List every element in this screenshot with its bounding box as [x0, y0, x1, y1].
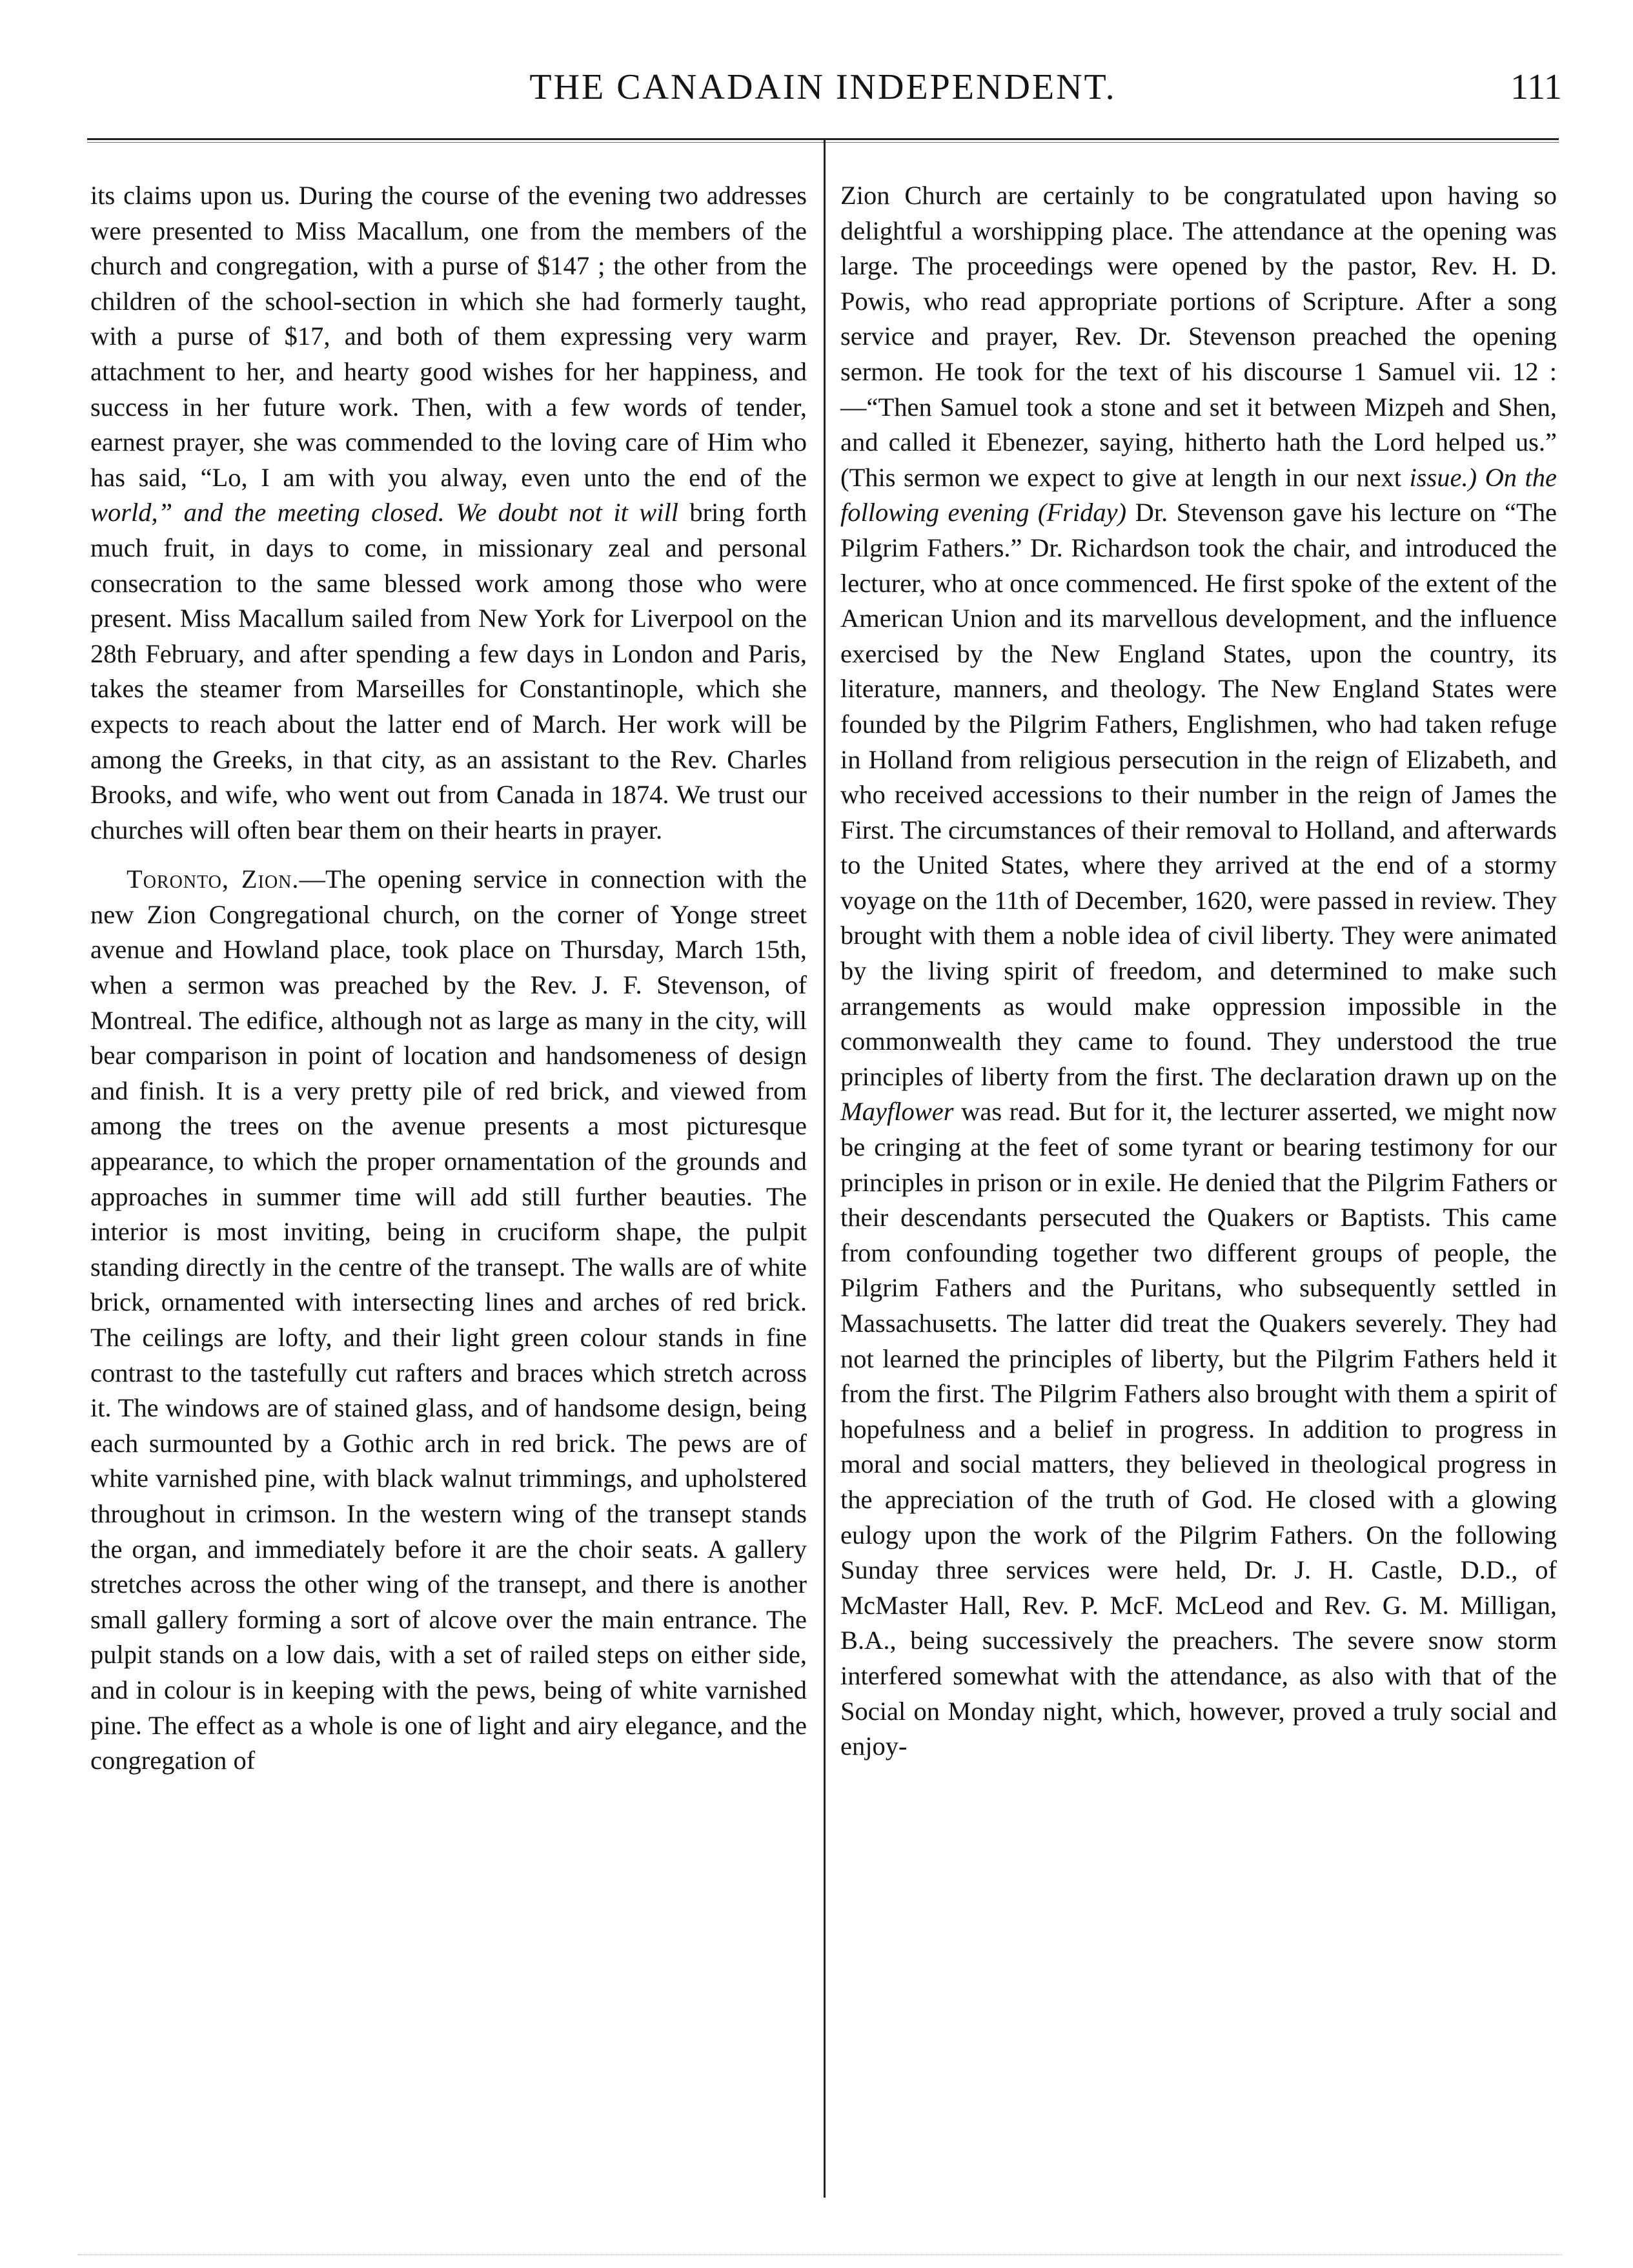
zion-church-text: —The opening service in connection with the new Zion Congregational church, on the corner of Yonge street avenue and Howland place, took place on Thursday, March 15th, when a sermon was preached by the Rev. J. F. Stevenson, of Montreal. The edifice, although not as large as many in the city, will bear comparison in point of location and handsomeness of design and finish. It is a very pretty pile of red brick, and viewed from among the trees on the avenue presents a most picturesque appearance, to which the proper ornamentation of the grounds and approaches in summer time will add still further beauties. The interior is most inviting, being in cruciform shape, the pulpit standing directly in the centre of the transept. The walls are of white brick, ornamented with intersecting lines and arches of red brick. The ceilings are lofty, and their light green colour stands in fine contrast to the tastefully cut rafters and braces which stretch across it. The windows are of stained glass, and of handsome design, being each surmounted by a Gothic arch in red brick. The pews are of white varnished pine, with black walnut trimmings, and upholstered throughout in crimson. In the western wing of the transept stands the organ, and immediately before it are the choir seats. A gallery stretches across the other wing of the transept, and there is another small gallery forming a sort of alcove over the main entrance. The pulpit stands on a low dais, with a set of railed steps on either side, and in colour is in keeping with the pews, being of white varnished pine. The effect as a whole is one of light and airy elegance, and the congregation of — [90, 864, 807, 1775]
lecture-text-italic: issue.) On the following evening (Friday) — [840, 462, 1557, 527]
lecture-paragraph — [840, 178, 1557, 1764]
header-rule-thin — [87, 142, 1559, 143]
zion-church-paragraph — [90, 862, 807, 1778]
lecture-text-middle: Dr. Stevenson gave his lecture on “The Pilgrim Fathers.” Dr. Richardson took the chair, and introduced the lecturer, who at once commenced. He first spoke of the extent of the American Union and its marvellous development, and the influence exercised by the New England States, upon the country, its literature, manners, and theology. The New England States were founded by the Pilgrim Fathers, Englishmen, who had taken refuge in Holland from religious persecution in the reign of Elizabeth, and who received accessions to their number in the reign of James the First. The circumstances of their removal to Holland, and afterwards to the United States, where they arrived at the end of a stormy voyage on the 11th of December, 1620, were passed in review. They brought with them a noble idea of civil liberty. They were animated by the living spirit of freedom, and determined to make such arrangements as would make oppression impossible in the commonwealth they came to found. They understood the true principles of liberty from the first. The declaration drawn up on the — [840, 498, 1557, 1091]
footer-rule — [77, 2254, 1562, 2255]
missionary-text-end: bring forth much fruit, in days to come, in missionary zeal and personal consecration to the same blessed work among those who were present. Miss Macallum sailed from New York for Liverpool on the 28th February, and after spending a few days in London and Paris, takes the steamer from Marseilles for Constantinople, which she expects to reach about the latter end of March. Her work will be among the Greeks, in that city, as an assistant to the Rev. Charles Brooks, and wife, who went out from Canada in 1874. We trust our churches will often bear them on their hearts in prayer. — [90, 498, 807, 844]
running-head — [84, 58, 1562, 116]
left-column — [90, 178, 807, 1779]
ship-name: Mayflower — [840, 1097, 954, 1127]
missionary-paragraph — [90, 178, 807, 848]
lecture-text-start: Zion Church are certainly to be congratulated upon having so delightful a worshipping place. The attendance at the opening was large. The proceedings were opened by the pastor, Rev. H. D. Powis, who read appropriate portions of Scripture. After a song service and prayer, Rev. Dr. Stevenson preached the opening sermon. He took for the text of his discourse 1 Samuel vii. 12 :—“Then Samuel took a stone and set it between Mizpeh and Shen, and called it Ebenezer, saying, hitherto hath the Lord helped us.” (This sermon we expect to give at length in our next — [840, 181, 1557, 492]
missionary-text-italic: world,” and the meeting closed. We doubt not it will — [90, 498, 678, 527]
column-divider — [824, 138, 826, 2198]
publication-title: THE CANADAIN INDEPENDENT. — [529, 67, 1117, 107]
right-column — [840, 178, 1557, 1764]
missionary-text-start: its claims upon us. During the course of the evening two addresses were presented to Miss Macallum, one from the members of the church and congregation, with a purse of $147 ; the other from the children of the school-section in which she had formerly taught, with a purse of $17, and both of them expressing very warm attachment to her, and hearty good wishes for her happiness, and success in her future work. Then, with a few words of tender, earnest prayer, she was commended to the loving care of Him who has said, “Lo, I am with you alway, even unto the end of the — [90, 181, 807, 492]
section-heading: Toronto, Zion. — [127, 864, 299, 894]
page-number: 111 — [1510, 67, 1562, 107]
header-rule — [87, 138, 1559, 140]
lecture-text-end: was read. But for it, the lecturer asserted, we might now be cringing at the feet of some tyrant or bearing testimony for our principles in prison or in exile. He denied that the Pilgrim Fathers or their descendants persecuted the Quakers or Baptists. This came from confounding together two different groups of people, the Pilgrim Fathers and the Puritans, who subsequently settled in Massachusetts. The latter did treat the Quakers severely. They had not learned the principles of liberty, but the Pilgrim Fathers held it from the first. The Pilgrim Fathers also brought with them a spirit of hopefulness and a belief in progress. In addition to progress in moral and social matters, they believed in theological progress in the appreciation of the truth of God. He closed with a glowing eulogy upon the work of the Pilgrim Fathers. On the following Sunday three services were held, Dr. J. H. Castle, D.D., of McMaster Hall, Rev. P. McF. McLeod and Rev. G. M. Milligan, B.A., being successively the preachers. The severe snow storm interfered somewhat with the attendance, as also with that of the Social on Monday night, which, however, proved a truly social and enjoy- — [840, 1097, 1557, 1761]
